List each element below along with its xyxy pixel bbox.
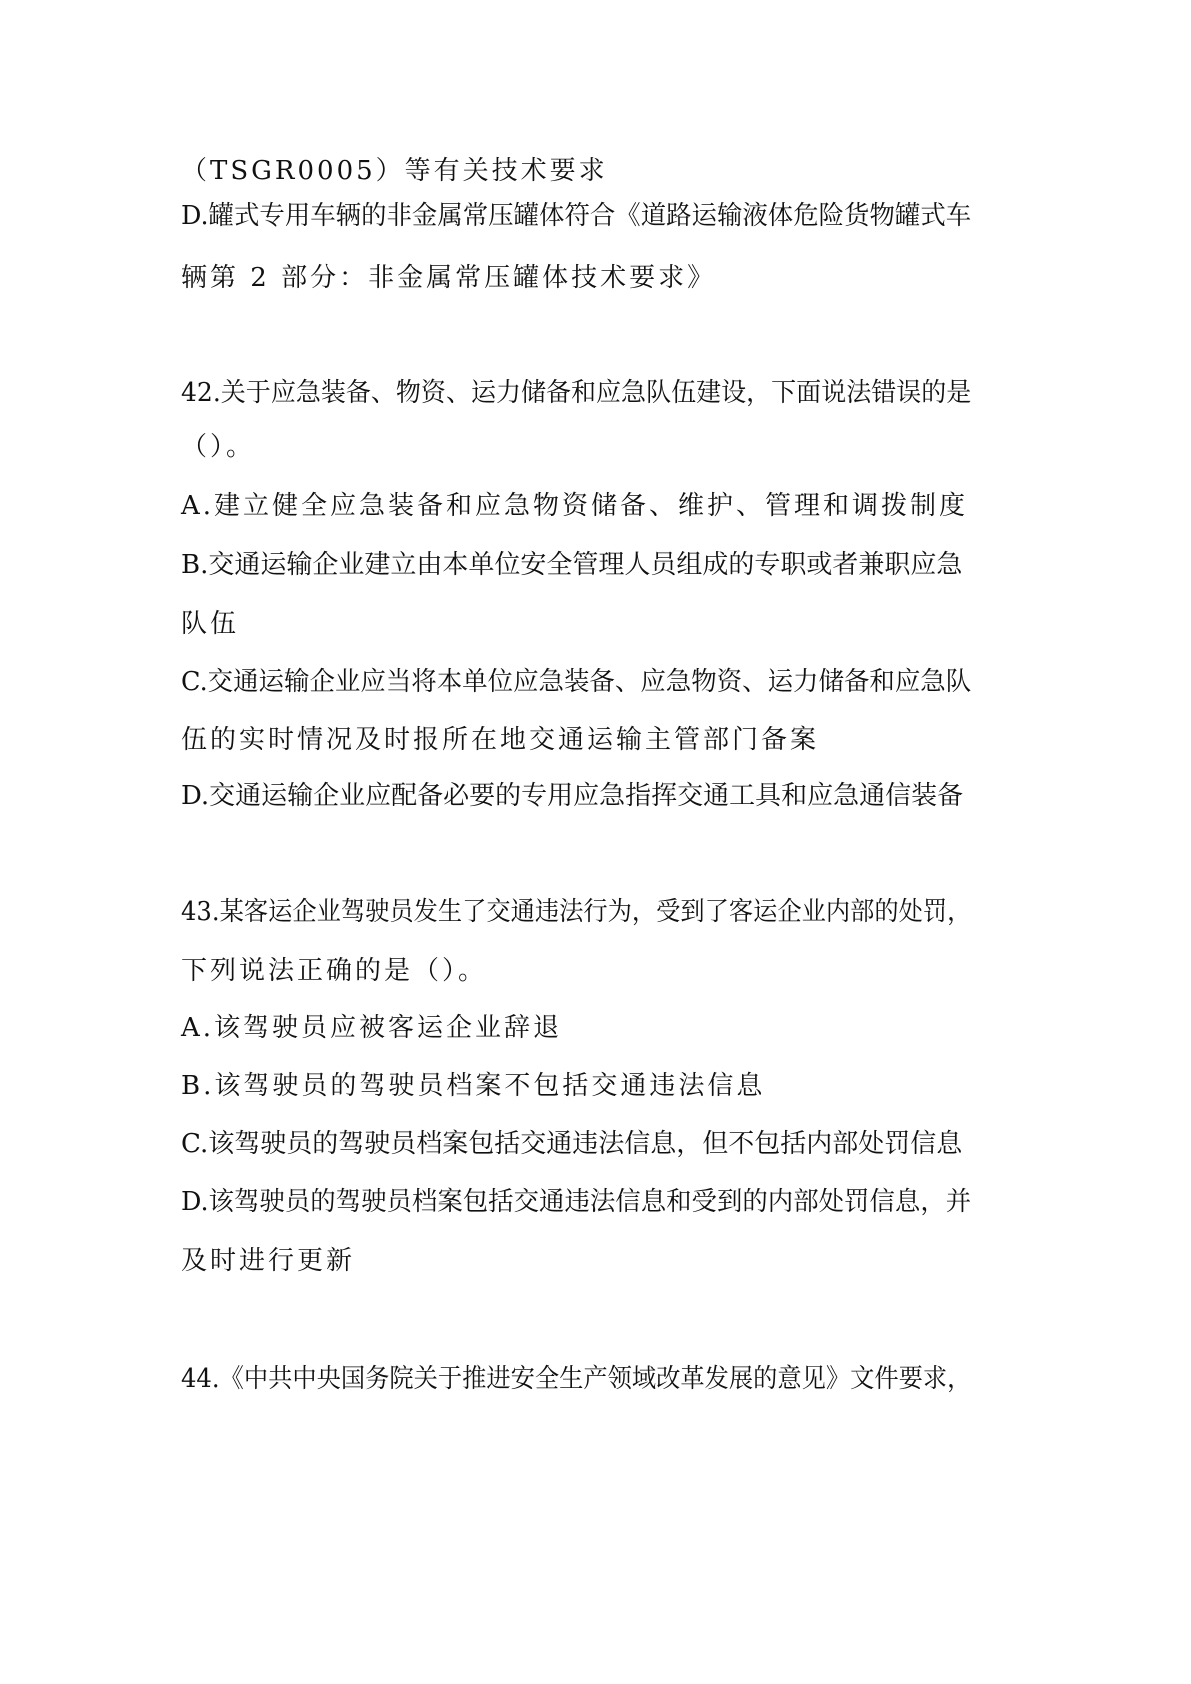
question-42-option-d: D.交通运输企业应配备必要的专用应急指挥交通工具和应急通信装备: [181, 781, 964, 811]
text-line: （TSGR0005）等有关技术要求: [181, 156, 608, 186]
option-d-text-cont: 辆第 2 部分：非金属常压罐体技术要求》: [181, 263, 717, 293]
question-43-stem-cont: 下列说法正确的是（）。: [181, 956, 488, 986]
question-43-option-d-cont: 及时进行更新: [181, 1246, 356, 1276]
question-43-option-c: C.该驾驶员的驾驶员档案包括交通违法信息，但不包括内部处罚信息: [181, 1129, 963, 1159]
question-43-option-a: A.该驾驶员应被客运企业辞退: [181, 1013, 563, 1043]
question-42-stem-cont: （）。: [181, 432, 256, 462]
question-42-option-b: B.交通运输企业建立由本单位安全管理人员组成的专职或者兼职应急: [181, 550, 963, 580]
question-42-stem: 42.关于应急装备、物资、运力储备和应急队伍建设，下面说法错误的是: [181, 378, 972, 408]
question-42-option-c: C.交通运输企业应当将本单位应急装备、应急物资、运力储备和应急队: [181, 667, 972, 697]
question-42-option-b-cont: 队伍: [181, 609, 240, 639]
question-44-stem: 44.《中共中央国务院关于推进安全生产领域改革发展的意见》文件要求，: [181, 1364, 972, 1394]
option-d-text: D.罐式专用车辆的非金属常压罐体符合《道路运输液体危险货物罐式车: [181, 201, 972, 231]
question-43-option-d: D.该驾驶员的驾驶员档案包括交通违法信息和受到的内部处罚信息，并: [181, 1187, 972, 1217]
question-42-option-a: A.建立健全应急装备和应急物资储备、维护、管理和调拨制度: [181, 491, 969, 521]
question-43-option-b: B.该驾驶员的驾驶员档案不包括交通违法信息: [181, 1071, 766, 1101]
question-43-stem: 43.某客运企业驾驶员发生了交通违法行为，受到了客运企业内部的处罚，: [181, 897, 972, 927]
question-42-option-c-cont: 伍的实时情况及时报所在地交通运输主管部门备案: [181, 725, 820, 755]
